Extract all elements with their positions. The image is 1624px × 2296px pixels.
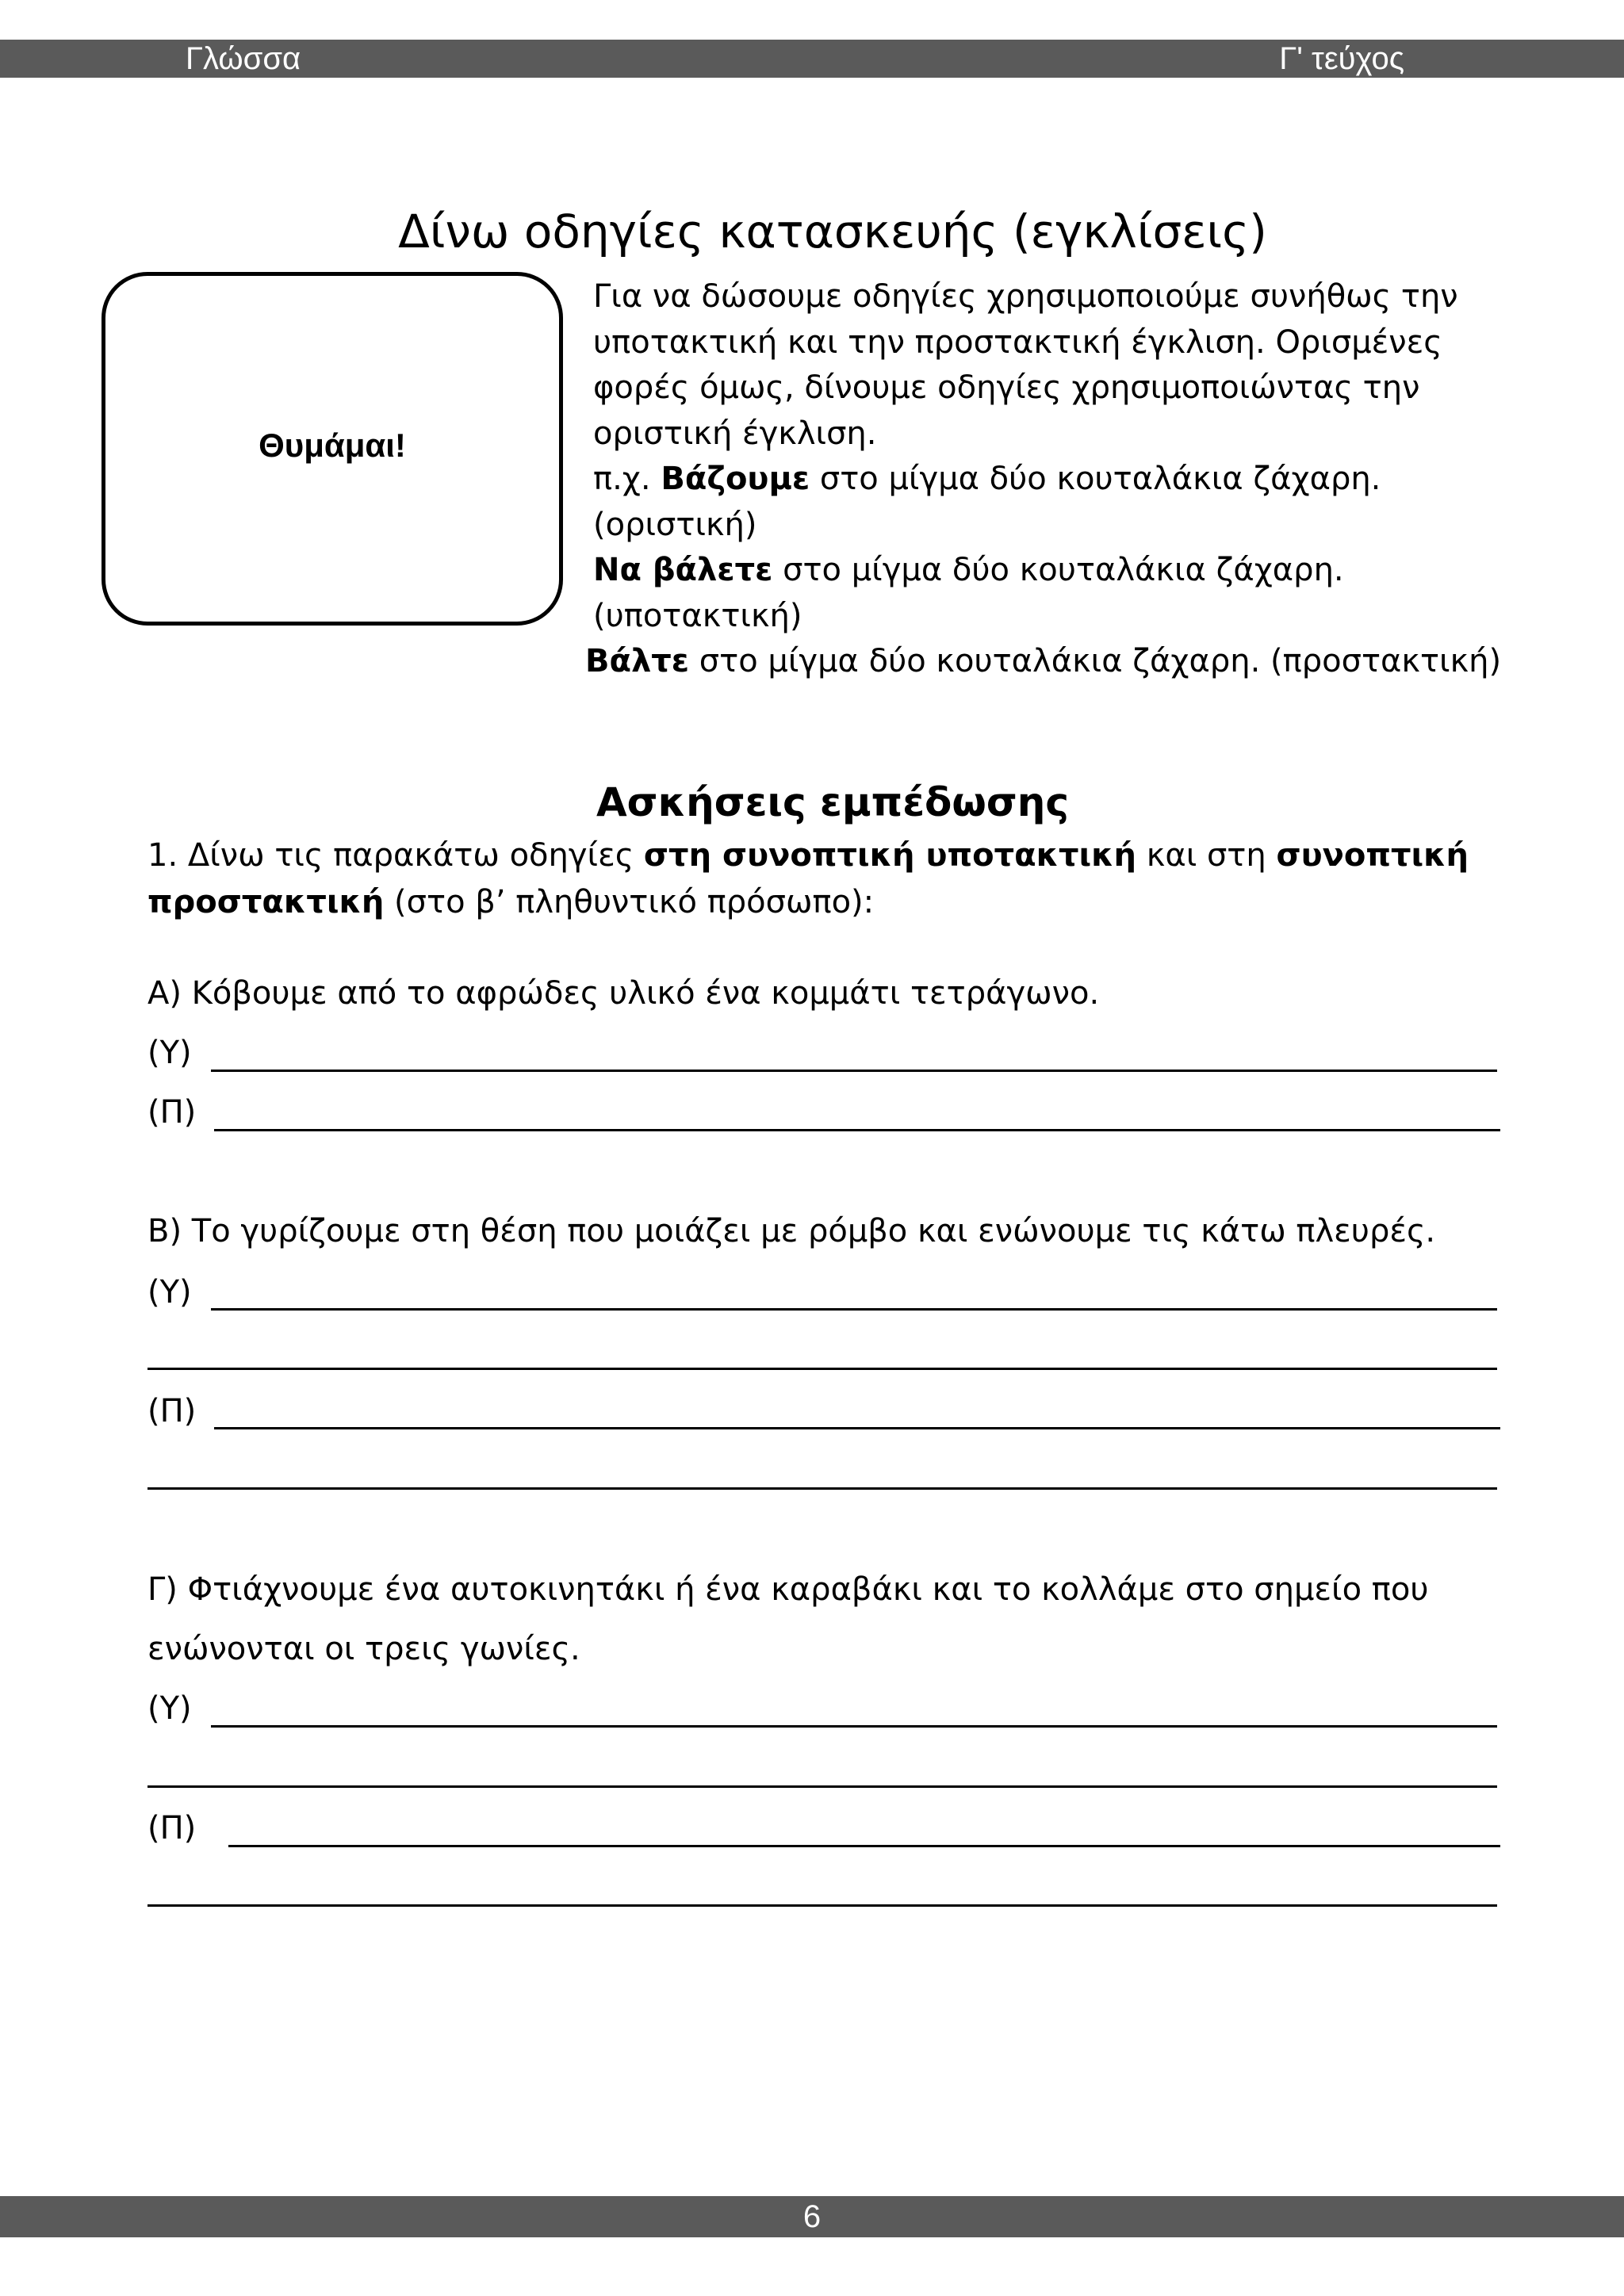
answer-line[interactable] xyxy=(214,1129,1500,1131)
info-line: φορές όμως, δίνουμε οδηγίες χρησιμοποιώντας την xyxy=(593,369,1420,406)
answer-line[interactable] xyxy=(211,1070,1497,1072)
header-volume: Γ' τεύχος xyxy=(1279,41,1404,76)
task-bold: στη συνοπτική υποτακτική xyxy=(643,837,1137,874)
example-verb: Βάζουμε xyxy=(661,461,810,497)
info-line: Για να δώσουμε οδηγίες χρησιμοποιούμε συνήθως την xyxy=(593,278,1458,315)
example-rest: στο μίγμα δύο κουταλάκια ζάχαρη. xyxy=(810,461,1381,497)
answer-line[interactable] xyxy=(147,1368,1497,1370)
example-verb: Βάλτε xyxy=(585,643,690,679)
info-line: υποτακτική και την προστακτική έγκλιση. Ορισμένες xyxy=(593,323,1442,361)
page-number: 6 xyxy=(802,2199,822,2234)
page-title: Δίνω οδηγίες κατασκευής (εγκλίσεις) xyxy=(398,205,1267,258)
example-mood: (οριστική) xyxy=(593,506,757,543)
example-rest: στο μίγμα δύο κουταλάκια ζάχαρη. (προστακτική) xyxy=(689,643,1502,679)
answer-line[interactable] xyxy=(147,1904,1497,1907)
remember-box xyxy=(102,272,563,626)
answer-line[interactable] xyxy=(228,1845,1500,1847)
item-b-text: Β) Το γυρίζουμε στη θέση που μοιάζει με ρόμβο και ενώνουμε τις κάτω πλευρές. xyxy=(147,1213,1436,1249)
answer-line[interactable] xyxy=(147,1487,1497,1490)
answer-label-subjunctive: (Υ) xyxy=(147,1690,192,1727)
answer-label-imperative: (Π) xyxy=(147,1393,197,1429)
item-c-text-line1: Γ) Φτιάχνουμε ένα αυτοκινητάκι ή ένα καραβάκι και το κολλάμε στο σημείο που xyxy=(147,1571,1429,1608)
task-text: 1. Δίνω τις παρακάτω οδηγίες xyxy=(147,837,644,874)
task-bold: συνοπτική xyxy=(1276,837,1469,874)
answer-line[interactable] xyxy=(211,1725,1497,1728)
grammar-info xyxy=(585,274,1529,685)
answer-line[interactable] xyxy=(214,1427,1500,1429)
answer-line[interactable] xyxy=(211,1308,1497,1311)
answer-label-imperative: (Π) xyxy=(147,1094,197,1131)
header-bar xyxy=(0,40,1624,78)
info-line: οριστική έγκλιση. xyxy=(593,415,877,452)
footer-bar xyxy=(0,2196,1624,2237)
answer-label-imperative: (Π) xyxy=(147,1810,197,1846)
task-instruction-line2 xyxy=(147,884,874,920)
header-subject: Γλώσσα xyxy=(186,41,301,76)
example-prefix: π.χ. xyxy=(593,461,661,497)
task-instruction-line1 xyxy=(147,837,1469,874)
task-text: (στο β’ πληθυντικό πρόσωπο): xyxy=(384,884,875,920)
remember-label: Θυμάμαι! xyxy=(259,427,406,464)
example-indicative xyxy=(593,457,1529,503)
exercises-title: Ασκήσεις εμπέδωσης xyxy=(596,779,1070,825)
task-bold: προστακτική xyxy=(147,884,385,920)
answer-line[interactable] xyxy=(147,1785,1497,1788)
answer-label-subjunctive: (Υ) xyxy=(147,1274,192,1311)
example-rest: στο μίγμα δύο κουταλάκια ζάχαρη. xyxy=(772,552,1344,588)
example-imperative xyxy=(585,639,1529,685)
example-subjunctive xyxy=(593,548,1529,594)
task-text: και στη xyxy=(1136,837,1277,874)
example-mood: (υποτακτική) xyxy=(593,597,802,634)
item-c-text-line2: ενώνονται οι τρεις γωνίες. xyxy=(147,1631,580,1667)
item-a-text: Α) Κόβουμε από το αφρώδες υλικό ένα κομμάτι τετράγωνο. xyxy=(147,975,1100,1012)
answer-label-subjunctive: (Υ) xyxy=(147,1035,192,1071)
example-verb: Να βάλετε xyxy=(593,552,773,588)
